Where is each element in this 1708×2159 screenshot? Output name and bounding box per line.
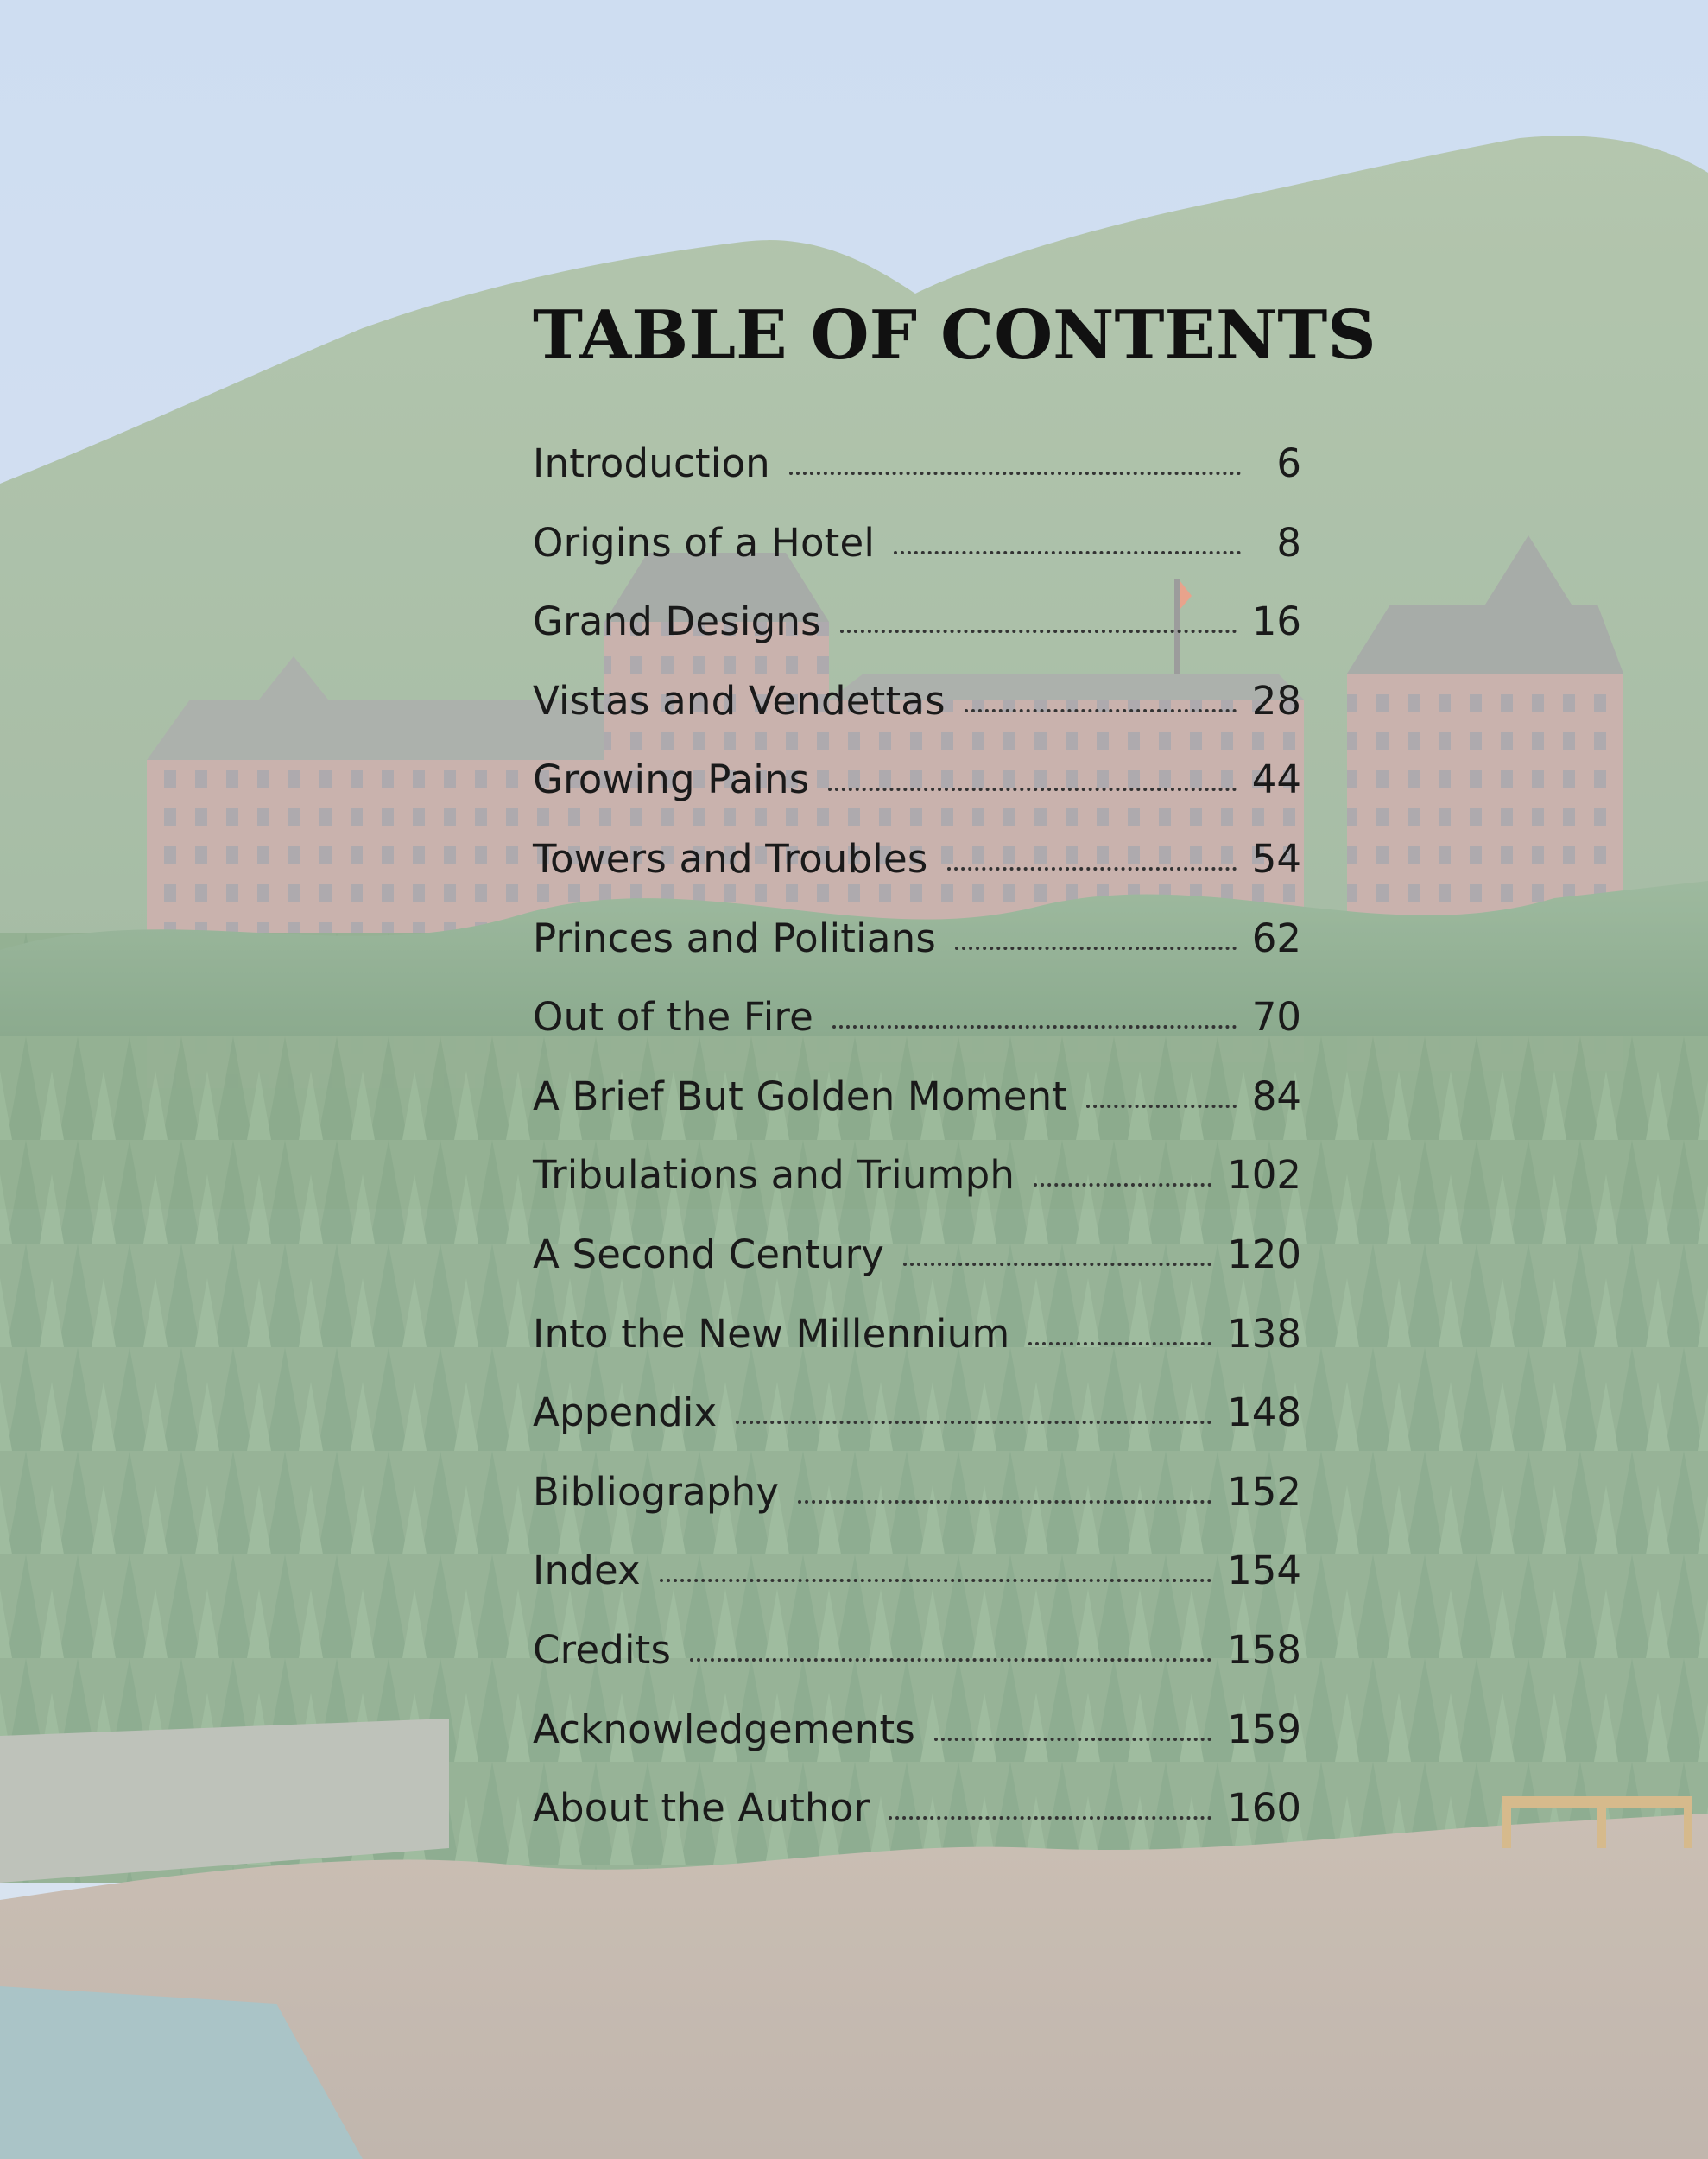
toc-entry-princes[interactable] [533,915,1301,995]
toc-entry-grand-designs[interactable] [533,598,1301,678]
toc-label: Tribulations and Triumph [533,1152,1015,1199]
toc-page-number: 28 [1251,677,1301,724]
toc-entry-credits[interactable] [533,1627,1301,1706]
toc-list [533,440,1301,1865]
toc-entry-introduction[interactable] [533,440,1301,520]
dot-leader [889,1814,1211,1820]
toc-label: Index [533,1548,641,1594]
dot-leader [934,1736,1211,1741]
toc-entry-out-of-the-fire[interactable] [533,994,1301,1073]
dot-leader [947,865,1237,871]
dot-leader [965,707,1237,712]
toc-page-number: 148 [1227,1390,1301,1436]
page-title: TABLE OF CONTENTS [533,296,1376,375]
dot-leader [1086,1103,1237,1108]
toc-label: Into the New Millennium [533,1310,1010,1357]
dot-leader [1034,1181,1211,1187]
toc-label: Origins of a Hotel [533,519,876,566]
toc-page-number: 84 [1251,1073,1301,1119]
toc-label: A Brief But Golden Moment [533,1073,1068,1119]
toc-page-number: 62 [1251,915,1301,961]
toc-page-number: 8 [1276,519,1301,566]
toc-label: Vistas and Vendettas [533,677,946,724]
toc-entry-appendix[interactable] [533,1390,1301,1469]
toc-page-number: 16 [1251,598,1301,645]
toc-entry-golden-moment[interactable] [533,1073,1301,1153]
toc-page-number: 44 [1251,757,1301,803]
toc-page-number: 138 [1227,1310,1301,1357]
toc-page-number: 6 [1276,440,1301,486]
toc-page-number: 120 [1227,1231,1301,1277]
dot-leader [660,1577,1211,1582]
toc-page-number: 160 [1227,1785,1301,1832]
toc-page-number: 158 [1227,1626,1301,1673]
dot-leader [955,945,1237,950]
toc-page-number: 152 [1227,1468,1301,1515]
dot-leader [736,1419,1211,1424]
toc-entry-towers[interactable] [533,836,1301,915]
toc-entry-growing-pains[interactable] [533,757,1301,836]
toc-entry-new-millennium[interactable] [533,1311,1301,1390]
toc-label: Grand Designs [533,598,821,645]
toc-label: About the Author [533,1785,870,1832]
dot-leader [789,470,1241,475]
toc-entry-index[interactable] [533,1548,1301,1627]
toc-page-number: 154 [1227,1548,1301,1594]
toc-page-number: 54 [1251,835,1301,882]
toc-entry-acknowledgements[interactable] [533,1706,1301,1786]
toc-label: Credits [533,1626,672,1673]
dot-leader [840,628,1237,633]
dot-leader [832,1023,1237,1029]
toc-entry-second-century[interactable] [533,1231,1301,1311]
table-of-contents [533,296,1376,1865]
toc-label: Introduction [533,440,770,486]
toc-label: Appendix [533,1390,718,1436]
toc-entry-bibliography[interactable] [533,1469,1301,1548]
toc-page-number: 70 [1251,994,1301,1041]
toc-label: A Second Century [533,1231,885,1277]
toc-entry-about-the-author[interactable] [533,1785,1301,1865]
dot-leader [1028,1340,1211,1345]
dot-leader [903,1261,1211,1266]
toc-label: Towers and Troubles [533,835,928,882]
toc-label: Growing Pains [533,757,810,803]
toc-entry-tribulations[interactable] [533,1152,1301,1231]
toc-label: Acknowledgements [533,1706,915,1752]
dot-leader [828,786,1236,791]
toc-label: Princes and Politians [533,915,936,961]
toc-label: Bibliography [533,1468,780,1515]
dot-leader [798,1498,1211,1504]
toc-entry-origins[interactable] [533,520,1301,599]
toc-page-number: 102 [1227,1152,1301,1199]
toc-entry-vistas[interactable] [533,678,1301,757]
dot-leader [690,1656,1211,1662]
dot-leader [894,549,1241,554]
toc-label: Out of the Fire [533,994,814,1041]
toc-page-number: 159 [1227,1706,1301,1752]
